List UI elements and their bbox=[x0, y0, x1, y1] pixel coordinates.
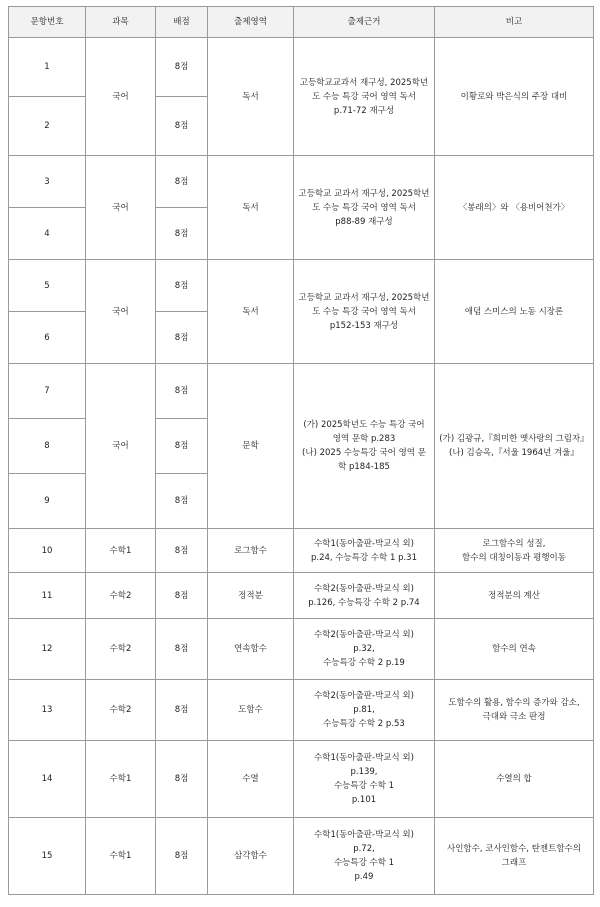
cell-question-number: 11 bbox=[9, 573, 86, 619]
cell-area: 수열 bbox=[208, 741, 294, 818]
header-question-number: 문항번호 bbox=[9, 7, 86, 38]
cell-score: 8점 bbox=[156, 474, 208, 529]
table-row bbox=[9, 741, 594, 818]
cell-source: 수학2(동아출판-박교식 외) p.126, 수능특강 수학 2 p.74 bbox=[294, 573, 435, 619]
cell-source: 수학1(동아출판-박교식 외) p.139, 수능특강 수학 1 p.101 bbox=[294, 741, 435, 818]
cell-subject: 수학2 bbox=[86, 619, 156, 680]
cell-question-number: 10 bbox=[9, 529, 86, 573]
table-row bbox=[9, 156, 594, 208]
cell-note: 정적분의 계산 bbox=[435, 573, 594, 619]
cell-score: 8점 bbox=[156, 419, 208, 474]
cell-question-number: 15 bbox=[9, 818, 86, 895]
cell-subject: 수학1 bbox=[86, 818, 156, 895]
table-row bbox=[9, 818, 594, 895]
cell-source: (가) 2025학년도 수능 특강 국어 영역 문학 p.283 (나) 2025 수능특강 국어 영역 문학 p184-185 bbox=[294, 364, 435, 529]
cell-area: 독서 bbox=[208, 156, 294, 260]
cell-subject: 국어 bbox=[86, 38, 156, 156]
cell-subject: 국어 bbox=[86, 260, 156, 364]
table-row bbox=[9, 573, 594, 619]
cell-subject: 수학2 bbox=[86, 680, 156, 741]
cell-note: 로그함수의 성질, 함수의 대칭이동과 평행이동 bbox=[435, 529, 594, 573]
cell-source: 고등학교 교과서 재구성, 2025학년도 수능 특강 국어 영역 독서 p88-89 재구성 bbox=[294, 156, 435, 260]
cell-subject: 국어 bbox=[86, 364, 156, 529]
table-row bbox=[9, 260, 594, 312]
cell-question-number: 13 bbox=[9, 680, 86, 741]
header-row bbox=[9, 7, 594, 38]
header-area: 출제영역 bbox=[208, 7, 294, 38]
table-row bbox=[9, 680, 594, 741]
cell-score: 8점 bbox=[156, 818, 208, 895]
cell-area: 정적분 bbox=[208, 573, 294, 619]
cell-source: 수학2(동아출판-박교식 외) p.81, 수능특강 수학 2 p.53 bbox=[294, 680, 435, 741]
cell-subject: 수학1 bbox=[86, 741, 156, 818]
cell-score: 8점 bbox=[156, 741, 208, 818]
header-score: 배점 bbox=[156, 7, 208, 38]
cell-source: 고등학교 교과서 재구성, 2025학년도 수능 특강 국어 영역 독서 p152-153 재구성 bbox=[294, 260, 435, 364]
cell-subject: 수학1 bbox=[86, 529, 156, 573]
cell-question-number: 5 bbox=[9, 260, 86, 312]
cell-score: 8점 bbox=[156, 312, 208, 364]
cell-score: 8점 bbox=[156, 38, 208, 97]
cell-area: 도함수 bbox=[208, 680, 294, 741]
cell-score: 8점 bbox=[156, 619, 208, 680]
cell-source: 고등학교교과서 재구성, 2025학년도 수능 특강 국어 영역 독서 p.71-72 재구성 bbox=[294, 38, 435, 156]
exam-spec-table bbox=[8, 6, 594, 895]
cell-area: 로그함수 bbox=[208, 529, 294, 573]
cell-area: 삼각함수 bbox=[208, 818, 294, 895]
exam-table-container bbox=[8, 6, 594, 895]
cell-score: 8점 bbox=[156, 529, 208, 573]
cell-note: (가) 김광규,『희미한 옛사랑의 그림자』 (나) 김승옥,『서울 1964년 겨울』 bbox=[435, 364, 594, 529]
cell-area: 문학 bbox=[208, 364, 294, 529]
cell-score: 8점 bbox=[156, 680, 208, 741]
cell-question-number: 4 bbox=[9, 208, 86, 260]
cell-area: 연속함수 bbox=[208, 619, 294, 680]
cell-question-number: 14 bbox=[9, 741, 86, 818]
table-row bbox=[9, 38, 594, 97]
cell-subject: 수학2 bbox=[86, 573, 156, 619]
cell-question-number: 7 bbox=[9, 364, 86, 419]
cell-question-number: 2 bbox=[9, 97, 86, 156]
cell-note: 함수의 연속 bbox=[435, 619, 594, 680]
cell-question-number: 12 bbox=[9, 619, 86, 680]
cell-note: 이황로와 박은식의 주장 대비 bbox=[435, 38, 594, 156]
cell-source: 수학2(동아출판-박교식 외) p.32, 수능특강 수학 2 p.19 bbox=[294, 619, 435, 680]
cell-note: 수열의 합 bbox=[435, 741, 594, 818]
cell-question-number: 1 bbox=[9, 38, 86, 97]
cell-score: 8점 bbox=[156, 156, 208, 208]
cell-source: 수학1(동아출판-박교식 외) p.24, 수능특강 수학 1 p.31 bbox=[294, 529, 435, 573]
cell-note: 애덤 스미스의 노동 시장론 bbox=[435, 260, 594, 364]
table-row bbox=[9, 619, 594, 680]
cell-question-number: 8 bbox=[9, 419, 86, 474]
table-body bbox=[9, 38, 594, 895]
cell-question-number: 6 bbox=[9, 312, 86, 364]
cell-area: 독서 bbox=[208, 260, 294, 364]
cell-source: 수학1(동아출판-박교식 외) p.72, 수능특강 수학 1 p.49 bbox=[294, 818, 435, 895]
cell-note: 〈봉래의〉와 〈용비어천가〉 bbox=[435, 156, 594, 260]
header-subject: 과목 bbox=[86, 7, 156, 38]
table-row bbox=[9, 364, 594, 419]
table-row bbox=[9, 529, 594, 573]
cell-question-number: 9 bbox=[9, 474, 86, 529]
cell-score: 8점 bbox=[156, 364, 208, 419]
cell-score: 8점 bbox=[156, 573, 208, 619]
cell-subject: 국어 bbox=[86, 156, 156, 260]
cell-note: 도함수의 활용, 함수의 증가와 감소, 극대와 극소 판정 bbox=[435, 680, 594, 741]
cell-note: 사인함수, 코사인함수, 탄젠트함수의 그래프 bbox=[435, 818, 594, 895]
cell-score: 8점 bbox=[156, 208, 208, 260]
cell-question-number: 3 bbox=[9, 156, 86, 208]
cell-score: 8점 bbox=[156, 97, 208, 156]
header-source: 출제근거 bbox=[294, 7, 435, 38]
cell-area: 독서 bbox=[208, 38, 294, 156]
header-note: 비고 bbox=[435, 7, 594, 38]
cell-score: 8점 bbox=[156, 260, 208, 312]
